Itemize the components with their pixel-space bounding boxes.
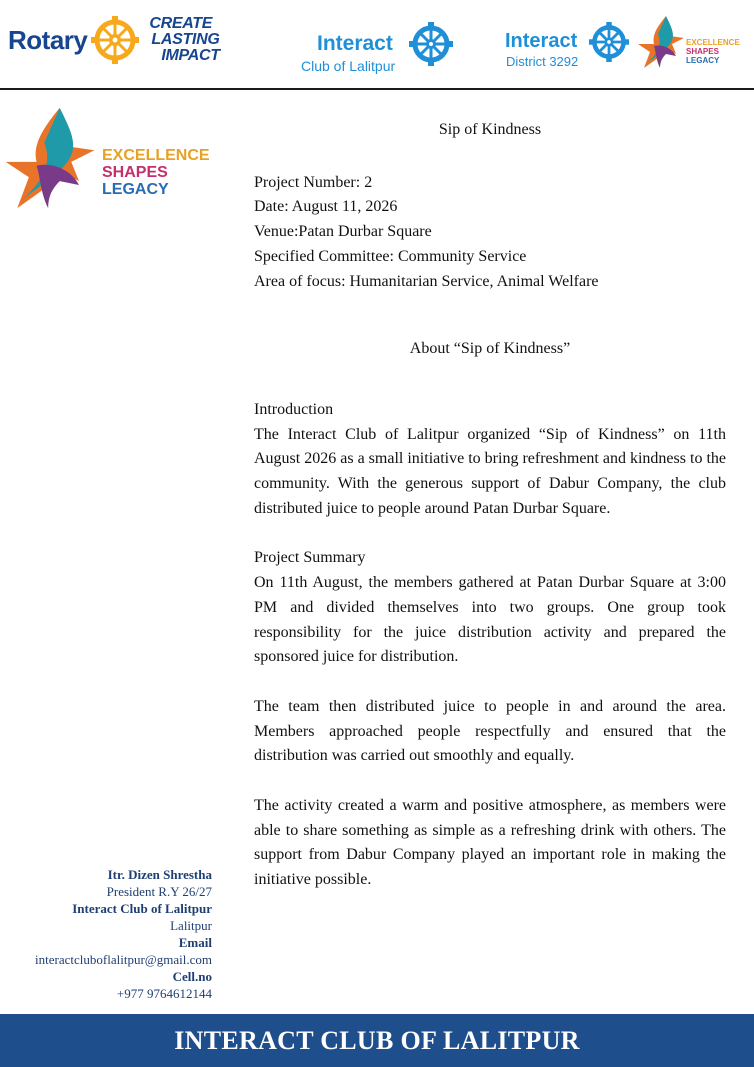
meta-line: Project Number: 2 xyxy=(254,173,373,191)
introduction-heading: Introduction xyxy=(254,400,334,418)
letterhead-footer xyxy=(0,1014,754,1067)
theme-text xyxy=(102,147,210,198)
excellence-shapes-legacy-logo-small xyxy=(636,14,740,75)
theme-line: EXCELLENCE xyxy=(102,147,210,164)
interact-wheel-icon xyxy=(409,22,453,66)
distribution-paragraph: The team then distributed juice to people in and around the area. Members approached people respectfully and ensured that the distribution was carried out smoothly and equally. xyxy=(254,697,726,765)
rotary-wordmark: Rotary xyxy=(8,24,88,55)
theme-star-icon xyxy=(636,14,688,70)
theme-text xyxy=(686,38,740,65)
president-signature-block xyxy=(35,866,212,1002)
meta-line: Date: August 11, 2026 xyxy=(254,198,398,216)
club-city: Lalitpur xyxy=(170,918,212,933)
theme-line: SHAPES xyxy=(102,164,168,181)
interact-wordmark: Interact xyxy=(317,32,393,55)
about-heading: About “Sip of Kindness” xyxy=(409,340,571,358)
meta-line: Venue:Patan Durbar Square xyxy=(254,223,432,241)
excellence-shapes-legacy-logo xyxy=(0,104,214,212)
meta-line: Specified Committee: Community Service xyxy=(254,247,527,265)
conclusion-paragraph: The activity created a warm and positive atmosphere, as members were able to share something as simple as a refreshing drink with others. The support from Dabur Company played an important role in making the initiative possible. xyxy=(254,797,726,889)
cell-number[interactable]: +977 9764612144 xyxy=(116,986,212,1001)
club-name-subtitle: Club of Lalitpur xyxy=(301,58,396,74)
club-name: Interact Club of Lalitpur xyxy=(72,901,212,916)
letterhead-header xyxy=(0,0,754,88)
theme-line: LEGACY xyxy=(102,181,169,198)
introduction-paragraph: The Interact Club of Lalitpur organized “Sip of Kindness” on 11th August 2026 as a small initiative to bring refreshment and kindness to the community. With the generous support of Dabur Company, the club distributed juice to people around Patan Durbar Square. xyxy=(254,425,726,517)
email-label: Email xyxy=(178,935,212,950)
summary-paragraph: On 11th August, the members gathered at Patan Durbar Square at 3:00 PM and divided themselves into two groups. One group took responsibility for the juice distribution activity and prepared the sponsored juice for distribution. xyxy=(254,574,726,666)
project-meta xyxy=(254,171,726,295)
cell-label: Cell.no xyxy=(172,969,212,984)
footer-club-name: INTERACT CLUB OF LALITPUR xyxy=(174,1026,580,1055)
tagline-line: LASTING xyxy=(151,31,220,48)
district-subtitle: District 3292 xyxy=(506,54,579,69)
rotary-logo xyxy=(8,16,220,64)
document-body xyxy=(254,118,726,893)
president-name: Itr. Dizen Shrestha xyxy=(107,867,212,882)
theme-line: SHAPES xyxy=(686,47,719,56)
theme-line: EXCELLENCE xyxy=(686,38,740,47)
create-lasting-impact-tagline xyxy=(149,16,219,64)
meta-line: Area of focus: Humanitarian Service, Animal Welfare xyxy=(254,272,599,290)
tagline-line: CREATE xyxy=(149,15,213,32)
theme-star-icon xyxy=(0,104,104,212)
interact-wheel-icon xyxy=(589,22,629,62)
president-role: President R.Y 26/27 xyxy=(106,884,212,899)
email-address[interactable]: interactcluboflalitpur@gmail.com xyxy=(35,952,212,967)
interact-wordmark: Interact xyxy=(505,30,578,52)
tagline-line: IMPACT xyxy=(161,47,220,64)
header-divider xyxy=(0,88,754,90)
rotary-wheel-icon xyxy=(91,16,139,64)
theme-line: LEGACY xyxy=(686,56,720,65)
document-title: Sip of Kindness xyxy=(438,121,542,138)
summary-heading: Project Summary xyxy=(254,549,366,567)
